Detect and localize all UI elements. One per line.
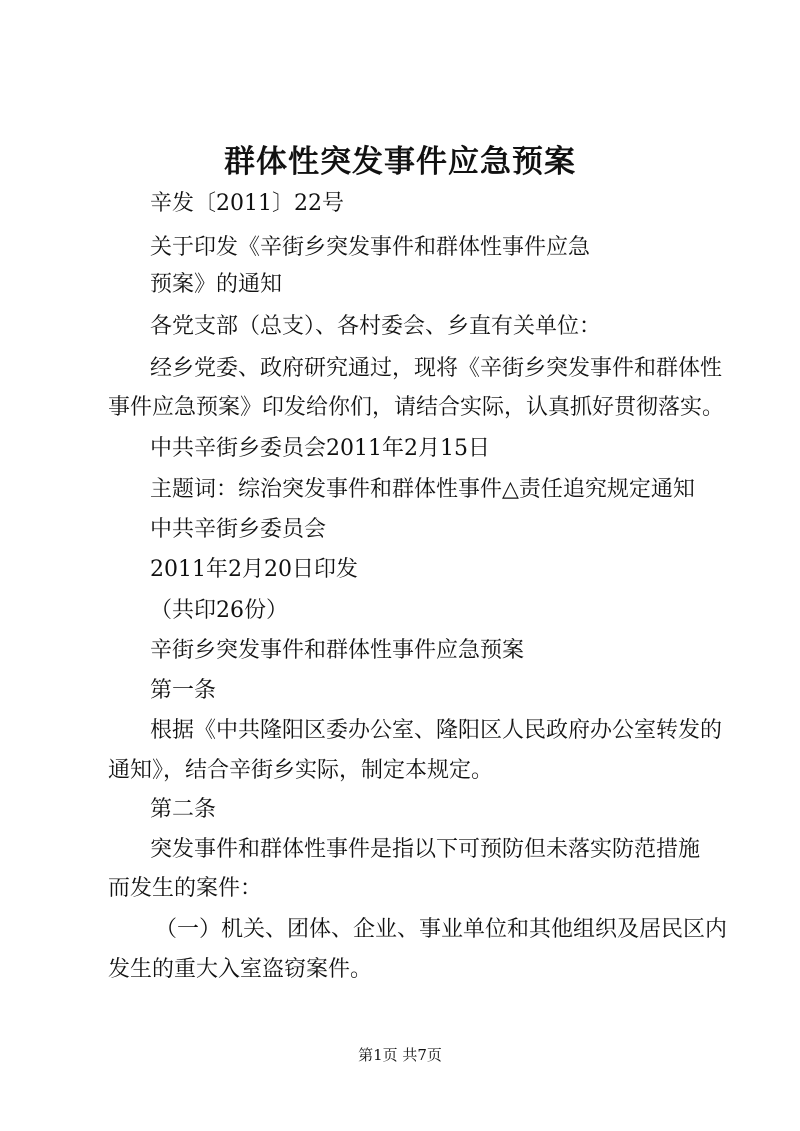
clause-1-line-2: 发生的重大入室盗窃案件。 — [108, 957, 373, 982]
article-1-line-1: 根据《中共隆阳区委办公室、隆阳区人民政府办公室转发的 — [150, 718, 723, 743]
doc-number: 辛发〔2011〕22号 — [150, 191, 344, 216]
article-1-heading: 第一条 — [150, 678, 217, 703]
article-1-line-2: 通知》，结合辛街乡实际，制定本规定。 — [108, 758, 494, 783]
notice-subject-line-1: 关于印发《辛街乡突发事件和群体性事件应急 — [150, 235, 591, 260]
clause-1-line-1: （一）机关、团体、企业、事业单位和其他组织及居民区内 — [155, 917, 728, 942]
print-date: 2011年2月20日印发 — [150, 557, 358, 582]
body-paragraph-line-1: 经乡党委、政府研究通过，现将《辛街乡突发事件和群体性 — [150, 356, 723, 381]
issuer: 中共辛街乡委员会 — [150, 517, 327, 542]
print-count: （共印26份） — [150, 598, 288, 623]
body-paragraph-line-2: 事件应急预案》印发给你们，请结合实际，认真抓好贯彻落实。 — [108, 395, 725, 420]
recipients: 各党支部（总支）、各村委会、乡直有关单位： — [150, 314, 602, 339]
article-2-line-2: 而发生的案件： — [108, 876, 263, 901]
plan-title: 辛街乡突发事件和群体性事件应急预案 — [150, 638, 525, 663]
article-2-line-1: 突发事件和群体性事件是指以下可预防但未落实防范措施 — [150, 837, 701, 862]
issuer-date: 中共辛街乡委员会2011年2月15日 — [150, 436, 490, 461]
page-number: 第1页 共7页 — [358, 1046, 442, 1064]
notice-subject-line-2: 预案》的通知 — [150, 272, 283, 297]
keywords: 主题词：综治突发事件和群体性事件△责任追究规定通知 — [150, 477, 695, 502]
document-title: 群体性突发事件应急预案 — [224, 144, 576, 180]
article-2-heading: 第二条 — [150, 797, 217, 822]
